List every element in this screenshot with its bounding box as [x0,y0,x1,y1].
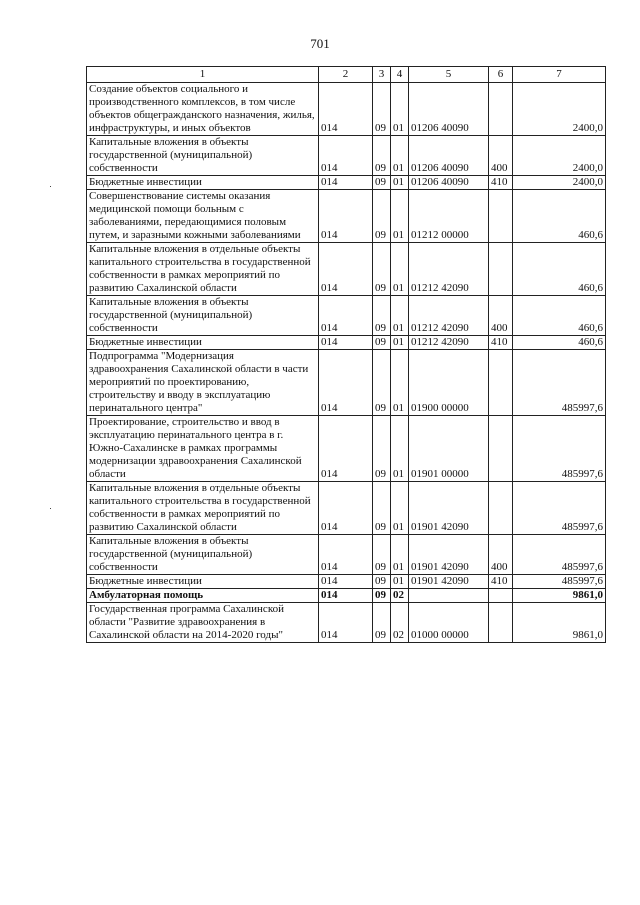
amount-cell: 2400,0 [513,83,606,136]
target-article-cell [409,589,489,603]
section-code-cell: 09 [373,482,391,535]
scan-mark [50,186,51,187]
target-article-cell: 01206 40090 [409,176,489,190]
row-name-cell: Бюджетные инвестиции [87,176,319,190]
ministry-code-cell: 014 [319,589,373,603]
subsection-code-cell: 01 [391,296,409,336]
table-row [87,296,606,336]
table-row [87,350,606,416]
ministry-code-cell: 014 [319,190,373,243]
amount-cell: 9861,0 [513,603,606,643]
section-code-cell: 09 [373,416,391,482]
expense-type-cell [489,482,513,535]
subsection-code-cell: 01 [391,83,409,136]
row-name-cell: Капитальные вложения в отдельные объекты капитального строительства в государственной собственности в рамках мероприятий по развитию Сахалинской области [87,243,319,296]
ministry-code-cell: 014 [319,416,373,482]
ministry-code-cell: 014 [319,350,373,416]
page-number: 701 [310,36,330,51]
amount-cell: 9861,0 [513,589,606,603]
ministry-code-cell: 014 [319,603,373,643]
expense-type-cell [489,603,513,643]
subsection-code-cell: 01 [391,136,409,176]
row-name-cell: Проектирование, строительство и ввод в эксплуатацию перинатального центра в г. Южно-Сахалинске в рамках программы модернизации здравоохранения Сахалинской области [87,416,319,482]
table-row [87,336,606,350]
expense-type-cell [489,243,513,296]
row-name-cell: Совершенствование системы оказания медицинской помощи больным с заболеваниями, передающимися половым путем, и заразными кожными заболеваниями [87,190,319,243]
expense-type-cell: 410 [489,336,513,350]
subsection-code-cell: 01 [391,350,409,416]
table-header-row [87,67,606,83]
row-name-cell: Капитальные вложения в отдельные объекты капитального строительства в государственной собственности в рамках мероприятий по развитию Сахалинской области [87,482,319,535]
expense-type-cell [489,83,513,136]
target-article-cell: 01901 42090 [409,535,489,575]
ministry-code-cell: 014 [319,296,373,336]
target-article-cell: 01901 42090 [409,575,489,589]
table-row [87,589,606,603]
column-header: 2 [319,67,373,83]
amount-cell: 460,6 [513,336,606,350]
amount-cell: 460,6 [513,296,606,336]
scan-mark [50,508,51,509]
amount-cell: 485997,6 [513,482,606,535]
section-code-cell: 09 [373,243,391,296]
expense-type-cell [489,416,513,482]
section-code-cell: 09 [373,176,391,190]
section-code-cell: 09 [373,336,391,350]
subsection-code-cell: 01 [391,176,409,190]
ministry-code-cell: 014 [319,482,373,535]
ministry-code-cell: 014 [319,336,373,350]
amount-cell: 2400,0 [513,176,606,190]
ministry-code-cell: 014 [319,535,373,575]
budget-table [86,66,606,643]
expense-type-cell: 400 [489,136,513,176]
amount-cell: 485997,6 [513,575,606,589]
row-name-cell: Капитальные вложения в объекты государственной (муниципальной) собственности [87,136,319,176]
target-article-cell: 01000 00000 [409,603,489,643]
section-code-cell: 09 [373,575,391,589]
amount-cell: 485997,6 [513,350,606,416]
row-name-cell: Государственная программа Сахалинской области "Развитие здравоохранения в Сахалинской области на 2014-2020 годы" [87,603,319,643]
ministry-code-cell: 014 [319,83,373,136]
section-code-cell: 09 [373,190,391,243]
amount-cell: 2400,0 [513,136,606,176]
column-header: 7 [513,67,606,83]
ministry-code-cell: 014 [319,243,373,296]
target-article-cell: 01206 40090 [409,83,489,136]
ministry-code-cell: 014 [319,575,373,589]
section-code-cell: 09 [373,136,391,176]
target-article-cell: 01212 42090 [409,243,489,296]
table-row [87,482,606,535]
amount-cell: 485997,6 [513,416,606,482]
table-row [87,416,606,482]
target-article-cell: 01901 42090 [409,482,489,535]
subsection-code-cell: 01 [391,190,409,243]
row-name-cell: Создание объектов социального и производственного комплексов, в том числе объектов общегражданского назначения, жилья, инфраструктуры, и иных объектов [87,83,319,136]
row-name-cell: Бюджетные инвестиции [87,336,319,350]
subsection-code-cell: 02 [391,603,409,643]
column-header: 3 [373,67,391,83]
ministry-code-cell: 014 [319,136,373,176]
subsection-code-cell: 01 [391,535,409,575]
section-code-cell: 09 [373,296,391,336]
subsection-code-cell: 01 [391,243,409,296]
section-code-cell: 09 [373,535,391,575]
table-row [87,243,606,296]
row-name-cell: Подпрограмма "Модернизация здравоохранения Сахалинской области в части мероприятий по проектированию, строительству и вводу в эксплуатацию перинатального центра" [87,350,319,416]
expense-type-cell [489,350,513,416]
table-row [87,603,606,643]
table-body [87,83,606,643]
expense-type-cell: 400 [489,535,513,575]
table-row [87,136,606,176]
target-article-cell: 01900 00000 [409,350,489,416]
table-row [87,535,606,575]
row-name-cell: Капитальные вложения в объекты государственной (муниципальной) собственности [87,535,319,575]
row-name-cell: Бюджетные инвестиции [87,575,319,589]
subsection-code-cell: 01 [391,575,409,589]
section-code-cell: 09 [373,83,391,136]
row-name-cell: Капитальные вложения в объекты государственной (муниципальной) собственности [87,296,319,336]
table-row [87,190,606,243]
row-name-cell: Амбулаторная помощь [87,589,319,603]
target-article-cell: 01212 42090 [409,296,489,336]
column-header: 6 [489,67,513,83]
target-article-cell: 01212 42090 [409,336,489,350]
target-article-cell: 01212 00000 [409,190,489,243]
subsection-code-cell: 01 [391,482,409,535]
expense-type-cell [489,190,513,243]
subsection-code-cell: 01 [391,416,409,482]
section-code-cell: 09 [373,603,391,643]
column-header: 4 [391,67,409,83]
table-row [87,176,606,190]
section-code-cell: 09 [373,589,391,603]
column-header: 5 [409,67,489,83]
expense-type-cell [489,589,513,603]
ministry-code-cell: 014 [319,176,373,190]
expense-type-cell: 410 [489,176,513,190]
target-article-cell: 01206 40090 [409,136,489,176]
target-article-cell: 01901 00000 [409,416,489,482]
table-row [87,575,606,589]
amount-cell: 460,6 [513,190,606,243]
subsection-code-cell: 01 [391,336,409,350]
section-code-cell: 09 [373,350,391,416]
subsection-code-cell: 02 [391,589,409,603]
column-header: 1 [87,67,319,83]
expense-type-cell: 410 [489,575,513,589]
table-row [87,83,606,136]
amount-cell: 485997,6 [513,535,606,575]
expense-type-cell: 400 [489,296,513,336]
amount-cell: 460,6 [513,243,606,296]
